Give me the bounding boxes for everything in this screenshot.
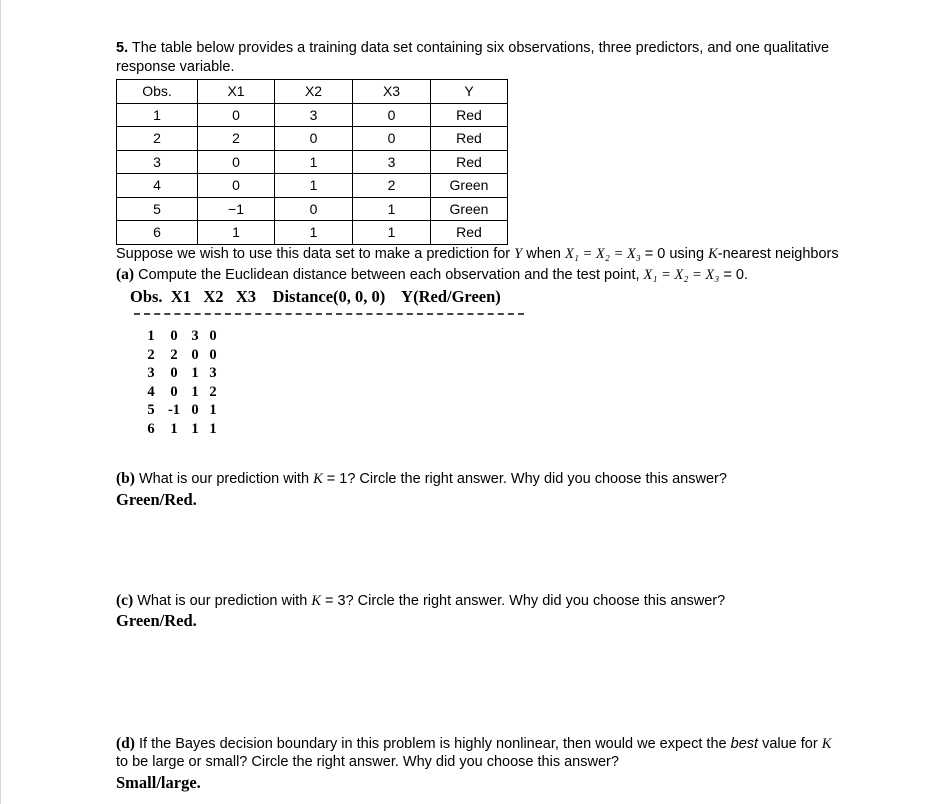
cell: 1 [353, 221, 431, 245]
table-row [117, 174, 508, 198]
part-a-label: (a) [116, 266, 135, 283]
part-a-text: Compute the Euclidean distance between each observation and the test point, [138, 267, 644, 283]
cell: 2 [198, 127, 275, 151]
cell: Green [431, 197, 508, 221]
table-row [140, 346, 222, 365]
part-a [116, 266, 748, 284]
cell: 3 [191, 328, 199, 345]
cell: 2 [170, 346, 178, 363]
cell: Red [431, 150, 508, 174]
question-number: 5. [116, 40, 129, 56]
math-condition: X₁ = X₂ = X₃ [564, 246, 641, 262]
suppose-sentence [116, 246, 839, 263]
table-row [117, 197, 508, 221]
cell: 0 [170, 365, 178, 382]
cell: 0 [209, 346, 217, 363]
cell: 1 [275, 150, 353, 174]
part-d-label: (d) [116, 735, 135, 752]
part-c [116, 592, 725, 610]
cell: 3 [117, 150, 198, 174]
part-d-text: value for [758, 736, 822, 752]
header-x2: X2 [275, 80, 353, 104]
suppose-text: -nearest neighbors [717, 246, 839, 262]
cell: 2 [147, 346, 155, 363]
cell: 1 [275, 221, 353, 245]
cell: 3 [209, 365, 217, 382]
cell: 0 [275, 127, 353, 151]
cell: 6 [147, 420, 155, 437]
cell: 0 [170, 383, 178, 400]
header-y: Y [431, 80, 508, 104]
question-intro [116, 40, 829, 56]
table-row [140, 401, 222, 420]
math-k: K [821, 736, 832, 752]
part-d-text: If the Bayes decision boundary in this problem is highly nonlinear, then would we expect the [138, 736, 731, 752]
table-row [140, 327, 222, 346]
cell: 0 [353, 127, 431, 151]
cell: 4 [117, 174, 198, 198]
table-row [117, 150, 508, 174]
table-row [140, 420, 222, 439]
cell: 1 [191, 420, 199, 437]
table-row [117, 103, 508, 127]
cell: 3 [353, 150, 431, 174]
math-y: Y [514, 246, 523, 262]
cell: 1 [191, 365, 199, 382]
cell: 0 [191, 346, 199, 363]
suppose-text: = 0 using [640, 246, 709, 262]
table-header-row [117, 80, 508, 104]
math-k: K [708, 246, 718, 262]
cell: 0 [198, 150, 275, 174]
cell: Red [431, 221, 508, 245]
cell: 2 [353, 174, 431, 198]
cell: 5 [117, 197, 198, 221]
suppose-text: Suppose we wish to use this data set to make a prediction for [116, 246, 515, 262]
part-c-label: (c) [116, 592, 134, 609]
part-c-text: = 3? Circle the right answer. Why did you choose this answer? [320, 593, 726, 609]
header-x3: X3 [353, 80, 431, 104]
math-condition: X₁ = X₂ = X₃ [643, 267, 720, 283]
header-x1: X1 [198, 80, 275, 104]
cell: 2 [117, 127, 198, 151]
part-b-label: (b) [116, 470, 135, 487]
training-data-table [116, 79, 508, 245]
cell: 3 [147, 365, 155, 382]
cell: 0 [353, 103, 431, 127]
table-row [117, 221, 508, 245]
table-row [140, 364, 222, 383]
suppose-text: when [522, 246, 565, 262]
question-intro-line2: response variable. [116, 59, 235, 75]
cell: 0 [191, 402, 199, 419]
cell: Red [431, 127, 508, 151]
part-c-text: What is our prediction with [137, 593, 312, 609]
question-intro-line1: The table below provides a training data set containing six observations, three predictors, and one qualitative [131, 40, 830, 56]
distance-table-header: Obs. X1 X2 X3 Distance(0, 0, 0) Y(Red/Green) [130, 287, 501, 306]
part-b-text: What is our prediction with [138, 471, 314, 487]
distance-table [140, 327, 222, 438]
cell: 0 [209, 328, 217, 345]
cell: 1 [209, 402, 217, 419]
cell: Red [431, 103, 508, 127]
cell: 1 [209, 420, 217, 437]
cell: 1 [198, 221, 275, 245]
cell: 1 [147, 328, 155, 345]
cell: 1 [191, 383, 199, 400]
part-a-text: = 0. [719, 267, 748, 283]
cell: 1 [275, 174, 353, 198]
part-b [116, 470, 727, 488]
cell: −1 [198, 197, 275, 221]
part-d-line2: to be large or small? Circle the right answer. Why did you choose this answer? [116, 754, 619, 770]
math-k: K [311, 593, 321, 609]
cell: -1 [167, 402, 181, 419]
cell: 6 [117, 221, 198, 245]
part-d [116, 735, 831, 753]
divider [134, 313, 524, 315]
cell: 1 [170, 420, 178, 437]
cell: 4 [147, 383, 155, 400]
cell: 1 [353, 197, 431, 221]
part-d-answer[interactable]: Small/large. [116, 773, 201, 792]
cell: Green [431, 174, 508, 198]
cell: 0 [198, 103, 275, 127]
cell: 1 [117, 103, 198, 127]
cell: 0 [275, 197, 353, 221]
part-b-answer[interactable]: Green/Red. [116, 490, 197, 509]
page-edge [0, 0, 1, 804]
cell: 0 [198, 174, 275, 198]
math-k: K [313, 471, 323, 487]
part-d-emphasis: best [730, 736, 759, 752]
cell: 5 [147, 402, 155, 419]
cell: 2 [209, 383, 217, 400]
cell: 0 [170, 328, 178, 345]
header-obs: Obs. [117, 80, 198, 104]
cell: 3 [275, 103, 353, 127]
part-b-text: = 1? Circle the right answer. Why did you choose this answer? [322, 471, 727, 487]
table-row [117, 127, 508, 151]
part-c-answer[interactable]: Green/Red. [116, 611, 197, 630]
table-row [140, 383, 222, 402]
